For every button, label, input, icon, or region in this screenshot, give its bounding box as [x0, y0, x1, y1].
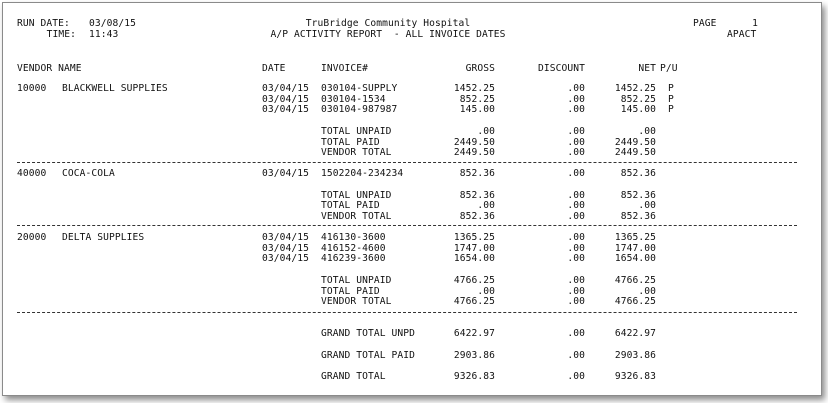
total-discount: .00 [567, 147, 585, 158]
total-net: 2449.50 [614, 136, 656, 148]
total-discount: .00 [567, 210, 585, 222]
invoice-discount: .00 [567, 253, 585, 264]
col-pu: P/U [660, 63, 678, 74]
total-net: 852.36 [620, 210, 656, 222]
invoice-net: 145.00 [620, 104, 656, 115]
invoice-gross: 1747.00 [453, 242, 495, 254]
invoice-gross: 852.36 [459, 168, 495, 179]
invoice-pu: P [668, 93, 674, 105]
invoice-discount: .00 [567, 93, 585, 105]
section-divider [17, 312, 797, 313]
section-divider [17, 162, 797, 163]
vendor-id: 10000 [17, 83, 47, 94]
invoice-date: 03/04/15 [262, 253, 310, 264]
total-gross: .00 [477, 126, 495, 137]
total-net: .00 [638, 126, 656, 137]
invoice-net: 1654.00 [614, 253, 656, 264]
invoice-net: 1747.00 [614, 242, 656, 254]
total-net: 4766.25 [614, 275, 656, 286]
total-gross: 4766.25 [453, 296, 495, 307]
grand-total-discount: .00 [567, 350, 585, 361]
invoice-net: 852.36 [620, 168, 656, 179]
total-discount: .00 [567, 285, 585, 297]
invoice-gross: 1654.00 [453, 253, 495, 264]
report-code: APACT [727, 29, 757, 40]
col-discount: DISCOUNT [537, 63, 585, 74]
grand-total-label: GRAND TOTAL UNPD [321, 328, 416, 339]
grand-total-discount: .00 [567, 328, 585, 339]
invoice-date: 03/04/15 [262, 232, 310, 243]
total-discount: .00 [567, 136, 585, 148]
invoice-discount: .00 [567, 104, 585, 115]
total-net: 4766.25 [614, 296, 656, 307]
invoice-number: 030104-SUPPLY [321, 83, 398, 94]
total-label: TOTAL PAID [321, 200, 380, 211]
total-discount: .00 [567, 275, 585, 286]
total-discount: .00 [567, 200, 585, 211]
vendor-name: COCA-COLA [62, 168, 115, 179]
total-discount: .00 [567, 126, 585, 137]
invoice-gross: 145.00 [459, 104, 495, 115]
total-net: .00 [638, 200, 656, 211]
vendor-id: 40000 [17, 168, 47, 179]
col-vendor-name: VENDOR NAME [17, 63, 82, 74]
invoice-date: 03/04/15 [262, 104, 310, 115]
total-gross: 2449.50 [453, 147, 495, 158]
vendor-name: BLACKWELL SUPPLIES [62, 83, 168, 94]
total-label: TOTAL UNPAID [321, 126, 392, 137]
total-net: 2449.50 [614, 147, 656, 158]
grand-total-net: 9326.83 [614, 371, 656, 382]
invoice-number: 416130-3600 [321, 232, 386, 243]
grand-total-gross: 6422.97 [453, 328, 495, 339]
grand-total-label: GRAND TOTAL PAID [321, 350, 416, 361]
invoice-gross: 1365.25 [453, 232, 495, 243]
total-gross: 852.36 [459, 189, 495, 201]
total-label: VENDOR TOTAL [321, 210, 392, 222]
invoice-number: 416239-3600 [321, 253, 386, 264]
vendor-name: DELTA SUPPLIES [62, 232, 145, 243]
invoice-pu: P [668, 83, 674, 94]
total-gross: .00 [477, 200, 495, 211]
grand-total-gross: 9326.83 [453, 371, 495, 382]
page-number: 1 [752, 18, 758, 29]
invoice-discount: .00 [567, 83, 585, 94]
invoice-date: 03/04/15 [262, 168, 310, 179]
invoice-number: 416152-4600 [321, 242, 386, 254]
col-gross: GROSS [465, 63, 495, 74]
col-net: NET [638, 63, 656, 74]
total-label: TOTAL PAID [321, 285, 380, 297]
total-label: TOTAL PAID [321, 136, 380, 148]
invoice-number: 030104-1534 [321, 93, 386, 105]
total-discount: .00 [567, 189, 585, 201]
invoice-date: 03/04/15 [262, 83, 310, 94]
total-label: TOTAL UNPAID [321, 189, 392, 201]
report-page [2, 2, 822, 396]
total-label: VENDOR TOTAL [321, 296, 392, 307]
invoice-gross: 1452.25 [453, 83, 495, 94]
grand-total-net: 6422.97 [614, 328, 656, 339]
invoice-net: 1365.25 [614, 232, 656, 243]
total-gross: 4766.25 [453, 275, 495, 286]
run-date-value: 03/08/15 [89, 18, 137, 29]
col-date: DATE [262, 63, 286, 74]
invoice-pu: P [668, 104, 674, 115]
total-label: TOTAL UNPAID [321, 275, 392, 286]
invoice-net: 1452.25 [614, 83, 656, 94]
hospital-name: TruBridge Community Hospital [305, 18, 471, 29]
invoice-discount: .00 [567, 242, 585, 254]
section-divider [17, 225, 797, 226]
run-date-label: RUN DATE: [17, 18, 70, 29]
invoice-number: 1502204-234234 [321, 168, 404, 179]
total-label: VENDOR TOTAL [321, 147, 392, 158]
grand-total-discount: .00 [567, 371, 585, 382]
report-title: A/P ACTIVITY REPORT - ALL INVOICE DATES [270, 29, 506, 40]
total-net: .00 [638, 285, 656, 297]
invoice-date: 03/04/15 [262, 242, 310, 254]
total-net: 852.36 [620, 189, 656, 201]
invoice-number: 030104-987987 [321, 104, 398, 115]
invoice-date: 03/04/15 [262, 93, 310, 105]
col-invoice: INVOICE# [321, 63, 369, 74]
total-gross: .00 [477, 285, 495, 297]
grand-total-gross: 2903.86 [453, 350, 495, 361]
invoice-discount: .00 [567, 168, 585, 179]
page-label: PAGE [693, 18, 717, 29]
invoice-gross: 852.25 [459, 93, 495, 105]
invoice-net: 852.25 [620, 93, 656, 105]
grand-total-net: 2903.86 [614, 350, 656, 361]
invoice-discount: .00 [567, 232, 585, 243]
time-value: 11:43 [89, 29, 119, 40]
vendor-id: 20000 [17, 232, 47, 243]
time-label: TIME: [46, 29, 76, 40]
grand-total-label: GRAND TOTAL [321, 371, 386, 382]
total-gross: 2449.50 [453, 136, 495, 148]
total-discount: .00 [567, 296, 585, 307]
total-gross: 852.36 [459, 210, 495, 222]
